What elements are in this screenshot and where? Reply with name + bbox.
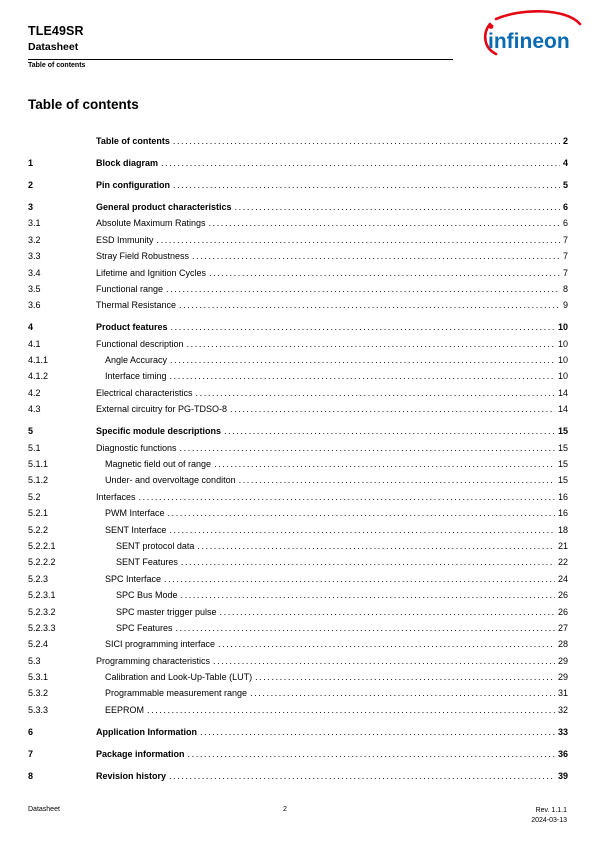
toc-dot-leader [168,508,555,518]
toc-entry-number: 4.2 [28,387,41,398]
toc-entry-number: 5.3.2 [28,688,49,699]
toc-entry-number: 3.3 [28,251,41,262]
toc-entry-page[interactable]: 36 [557,748,568,759]
toc-entry[interactable] [28,251,568,267]
toc-entry-number: 3 [28,201,34,212]
toc-dot-leader [166,284,560,294]
toc-entry-title[interactable]: Calibration and Look-Up-Table (LUT) [105,672,253,683]
header-divider [28,59,453,60]
toc-entry-number: 5.1.2 [28,475,49,486]
toc-entry[interactable] [28,525,568,541]
toc-entry-number: 5.2.2.2 [28,557,56,568]
toc-dot-leader [180,443,555,453]
toc-entry-number: 4.1.2 [28,371,49,382]
toc-entry-title[interactable]: Absolute Maximum Ratings [96,218,206,229]
toc-entry-title[interactable]: SPC Bus Mode [116,590,178,601]
infineon-logo [476,10,586,60]
toc-entry-title[interactable]: Package information [96,748,185,759]
toc-entry-number: 3.4 [28,267,41,278]
toc-entry-page[interactable]: 33 [557,726,568,737]
toc-entry-number: 5.3 [28,655,41,666]
toc-entry-page[interactable]: 16 [557,491,568,502]
toc-dot-leader [196,388,555,398]
toc-entry-title[interactable]: EEPROM [105,704,145,715]
toc-dot-leader [157,235,560,245]
toc-entry-number: 3.5 [28,283,41,294]
toc-entry-title[interactable]: Lifetime and Ignition Cycles [96,267,207,278]
toc-entry[interactable] [28,136,568,152]
toc-entry-page[interactable]: 16 [557,508,568,519]
toc-entry-number: 4.3 [28,404,41,415]
toc-entry[interactable] [28,355,568,371]
toc-entry-page[interactable]: 15 [557,426,568,437]
toc-entry-page[interactable]: 10 [557,371,568,382]
toc-entry-title[interactable]: Stray Field Robustness [96,251,190,262]
footer-page-number: 2 [283,806,287,813]
toc-entry[interactable] [28,404,568,420]
toc-entry-title[interactable]: SENT Interface [105,524,167,535]
toc-entry[interactable] [28,639,568,655]
toc-entry[interactable] [28,705,568,721]
toc-entry-page[interactable]: 9 [562,300,568,311]
toc-entry[interactable] [28,574,568,590]
toc-dot-leader [179,300,560,310]
toc-entry-page[interactable]: 32 [557,704,568,715]
toc-entry-title[interactable]: Angle Accuracy [105,355,168,366]
toc-entry-number: 5.2.2 [28,524,49,535]
toc-entry[interactable] [28,656,568,672]
toc-dot-leader [200,727,555,737]
toc-entry-number: 6 [28,726,34,737]
toc-entry-title[interactable]: Interfaces [96,491,136,502]
toc-entry[interactable] [28,557,568,573]
toc-entry-page[interactable]: 18 [557,524,568,535]
toc-entry-page[interactable]: 28 [557,639,568,650]
toc-dot-leader [171,322,555,332]
toc-dot-leader [139,492,555,502]
toc-entry-page[interactable]: 7 [562,234,568,245]
toc-dot-leader [214,459,555,469]
toc-entry-number: 4 [28,322,34,333]
table-of-contents [28,136,568,787]
toc-entry-page[interactable]: 26 [557,606,568,617]
toc-entry-number: 5.1.1 [28,459,49,469]
toc-entry-title[interactable]: SICI programming interface [105,639,216,650]
toc-entry-title[interactable]: Block diagram [96,157,159,168]
toc-dot-leader [147,705,555,715]
toc-entry-page[interactable]: 15 [557,459,568,469]
toc-dot-leader [173,136,560,146]
toc-entry-page[interactable]: 29 [557,655,568,666]
toc-entry-title[interactable]: SPC Features [116,622,173,633]
toc-entry[interactable] [28,771,568,787]
toc-entry-number: 3.2 [28,234,41,245]
toc-dot-leader [169,525,555,535]
toc-entry-title[interactable]: Functional range [96,283,164,294]
footer-date: 2024-03-13 [531,817,567,824]
toc-entry[interactable] [28,235,568,251]
toc-entry[interactable] [28,607,568,623]
toc-entry-title[interactable]: General product characteristics [96,201,232,212]
toc-dot-leader [188,749,555,759]
document-type: Datasheet [28,41,79,53]
toc-dot-leader [197,541,555,551]
toc-entry-number: 5.2.3.3 [28,622,56,633]
toc-entry-page[interactable]: 4 [562,157,568,168]
toc-entry-page[interactable]: 8 [562,283,568,294]
toc-entry[interactable] [28,672,568,688]
toc-dot-leader [220,607,555,617]
toc-entry-number: 2 [28,179,34,190]
toc-entry-page[interactable]: 10 [557,322,568,333]
toc-entry-page[interactable]: 14 [557,387,568,398]
toc-entry-number: 5 [28,426,34,437]
toc-entry-title[interactable]: PWM Interface [105,508,165,519]
toc-entry-title[interactable]: SPC Interface [105,573,162,584]
toc-entry-title[interactable]: Specific module descriptions [96,426,222,437]
toc-entry-title[interactable]: ESD Immunity [96,234,154,245]
toc-entry-page[interactable]: 2 [562,136,568,146]
logo-wordmark: infineon [488,30,570,53]
toc-dot-leader [235,202,560,212]
toc-entry[interactable] [28,268,568,284]
toc-entry-number: 5.2.3 [28,573,49,584]
toc-entry-number: 3.1 [28,218,41,229]
toc-entry-title[interactable]: SENT protocol data [116,540,195,551]
toc-dot-leader [187,339,555,349]
toc-entry-page[interactable]: 15 [557,442,568,453]
toc-dot-leader [164,574,555,584]
toc-entry-page[interactable]: 22 [557,557,568,568]
toc-entry[interactable] [28,459,568,475]
toc-entry-title[interactable]: SPC master trigger pulse [116,606,217,617]
toc-entry-number: 1 [28,157,34,168]
toc-dot-leader [181,557,555,567]
toc-dot-leader [209,268,560,278]
toc-entry[interactable] [28,688,568,704]
toc-dot-leader [218,639,555,649]
toc-entry[interactable] [28,541,568,557]
toc-entry-page[interactable]: 7 [562,251,568,262]
toc-entry-number: 5.2.1 [28,508,49,519]
toc-entry-number: 5.2.3.2 [28,606,56,617]
toc-dot-leader [173,180,560,190]
toc-dot-leader [213,656,555,666]
toc-entry-number: 3.6 [28,300,41,311]
toc-entry-page[interactable]: 6 [562,218,568,229]
toc-dot-leader [224,426,555,436]
toc-entry[interactable] [28,284,568,300]
toc-dot-leader [250,688,555,698]
toc-entry-title[interactable]: Revision history [96,770,167,781]
toc-dot-leader [239,475,555,485]
toc-entry[interactable] [28,180,568,196]
toc-dot-leader [192,251,560,261]
toc-dot-leader [161,158,560,168]
toc-entry[interactable] [28,218,568,234]
toc-entry-title[interactable]: Programming characteristics [96,655,211,666]
toc-entry-title[interactable]: Thermal Resistance [96,300,177,311]
toc-entry-title[interactable]: Magnetic field out of range [105,459,212,469]
toc-entry[interactable] [28,492,568,508]
toc-entry-page[interactable]: 5 [562,179,568,190]
document-product-title: TLE49SR [28,24,84,38]
toc-entry-page[interactable]: 26 [557,590,568,601]
toc-entry-number: 7 [28,748,34,759]
footer-revision: Rev. 1.1.1 [535,807,567,814]
toc-entry-number: 5.2.4 [28,639,49,650]
toc-entry[interactable] [28,202,568,218]
toc-entry[interactable] [28,322,568,338]
toc-entry-title[interactable]: External circuitry for PG-TDSO-8 [96,404,228,415]
toc-entry-title[interactable]: Functional description [96,338,184,349]
toc-entry-number: 5.2.2.1 [28,540,56,551]
toc-entry-page[interactable]: 31 [557,688,568,699]
toc-dot-leader [230,404,555,414]
toc-entry-title[interactable]: Programmable measurement range [105,688,248,699]
toc-entry[interactable] [28,339,568,355]
toc-dot-leader [209,218,560,228]
toc-entry[interactable] [28,388,568,404]
toc-entry-page[interactable]: 27 [557,622,568,633]
toc-entry-title[interactable]: Product features [96,322,168,333]
toc-entry[interactable] [28,749,568,765]
toc-entry-number: 5.1 [28,442,41,453]
toc-dot-leader [170,355,555,365]
toc-entry-title[interactable]: SENT Features [116,557,178,568]
toc-dot-leader [170,371,555,381]
toc-entry[interactable] [28,508,568,524]
toc-entry[interactable] [28,371,568,387]
toc-entry[interactable] [28,300,568,316]
toc-entry-title[interactable]: Application Information [96,726,197,737]
footer-doc-type: Datasheet [28,806,60,813]
toc-entry-page[interactable]: 39 [557,770,568,781]
toc-entry-title[interactable]: Table of contents [96,136,170,146]
toc-entry-number: 5.2.3.1 [28,590,56,601]
toc-entry-title[interactable]: Diagnostic functions [96,442,177,453]
toc-entry-page[interactable]: 7 [562,267,568,278]
toc-entry-number: 8 [28,770,34,781]
toc-entry-page[interactable]: 14 [557,404,568,415]
toc-entry-page[interactable]: 10 [557,355,568,366]
toc-entry-page[interactable]: 24 [557,573,568,584]
toc-entry[interactable] [28,623,568,639]
toc-entry-title[interactable]: Pin configuration [96,179,170,190]
toc-dot-leader [181,590,555,600]
footer-revision-block [531,806,567,826]
toc-entry-number: 5.3.1 [28,672,49,683]
toc-entry-page[interactable]: 15 [557,475,568,486]
toc-entry[interactable] [28,158,568,174]
toc-entry-number: 4.1 [28,338,41,349]
toc-entry-title[interactable]: Interface timing [105,371,167,382]
toc-entry-page[interactable]: 6 [562,201,568,212]
toc-entry-number: 5.2 [28,491,41,502]
toc-dot-leader [176,623,555,633]
toc-entry-page[interactable]: 10 [557,338,568,349]
toc-entry[interactable] [28,727,568,743]
toc-entry-title[interactable]: Under- and overvoltage conditon [105,475,236,486]
toc-entry[interactable] [28,475,568,491]
running-section-title: Table of contents [28,62,86,69]
toc-entry[interactable] [28,426,568,442]
toc-entry-page[interactable]: 21 [557,540,568,551]
toc-dot-leader [169,771,555,781]
toc-entry[interactable] [28,590,568,606]
page-heading: Table of contents [28,97,139,112]
toc-entry-number: 4.1.1 [28,355,49,366]
toc-entry[interactable] [28,443,568,459]
toc-entry-title[interactable]: Electrical characteristics [96,387,193,398]
toc-dot-leader [255,672,555,682]
toc-entry-number: 5.3.3 [28,704,49,715]
toc-entry-page[interactable]: 29 [557,672,568,683]
